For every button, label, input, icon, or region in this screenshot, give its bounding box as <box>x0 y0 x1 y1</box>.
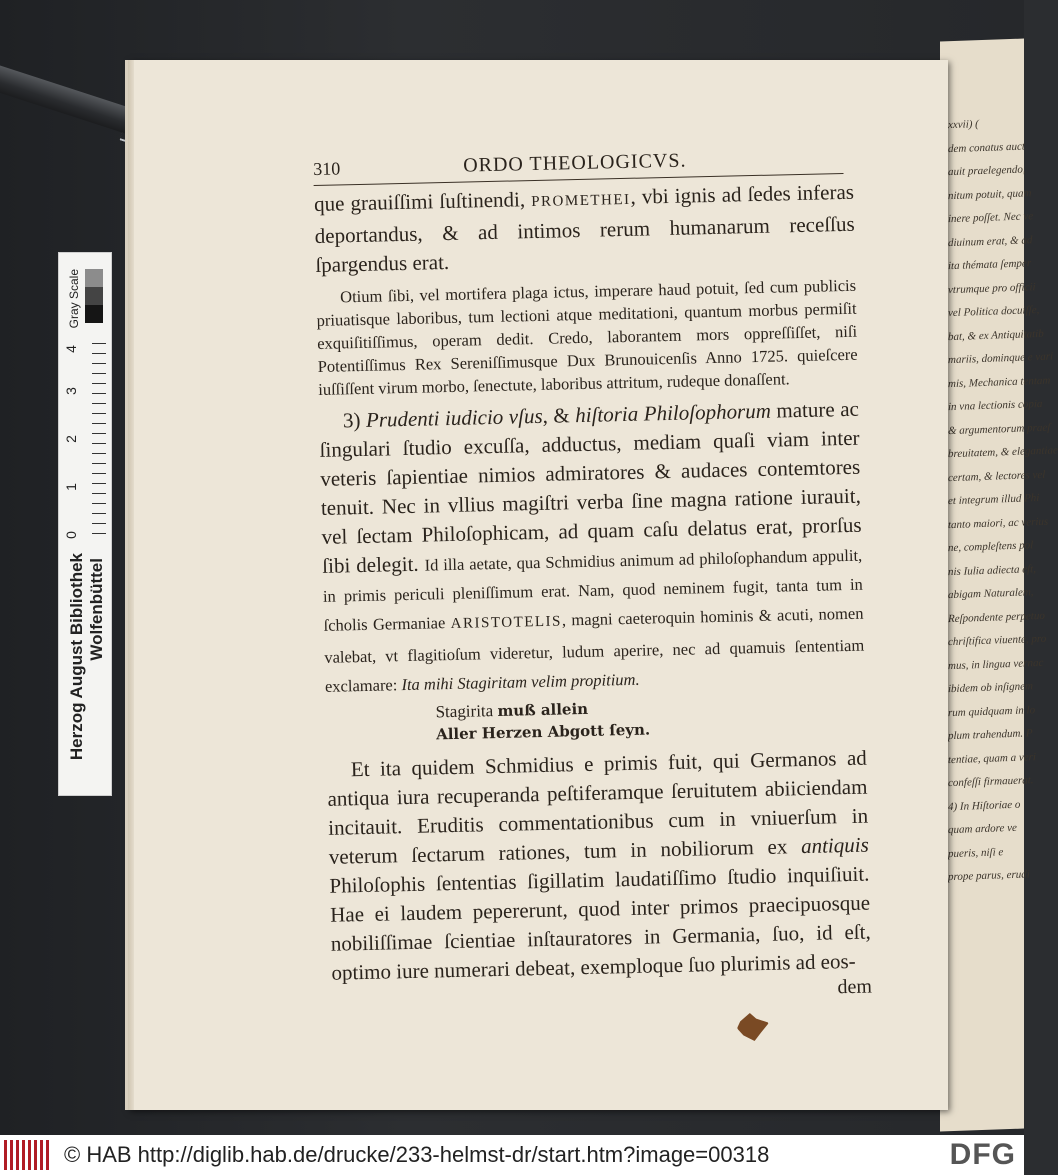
next-page-line: vel Politica docuiſſe, <box>948 303 1040 320</box>
fraktur-run: muß allein <box>497 699 589 720</box>
catchword: dem <box>837 975 873 999</box>
ruler-number: 4 <box>62 345 79 353</box>
paragraph-schmidius <box>327 744 872 988</box>
next-page-edge <box>940 39 1058 1132</box>
next-page-line: ne, compleſtens pol <box>948 539 1034 555</box>
next-page-line: 4) In Hiſtoriae o <box>948 798 1021 813</box>
text-run: 3) <box>342 407 367 433</box>
hab-logo-icon <box>4 1140 50 1170</box>
next-page-line: nitum potuit, quam <box>948 186 1032 202</box>
italic-run: antiquis <box>800 832 869 859</box>
next-page-line: confeſſi firmauerat. <box>948 774 1034 790</box>
next-page-line: xxvii) ( <box>948 118 979 132</box>
text-run-small: Id illa aetate, qua Schmidius animum ad philoſophandum appulit, in primis periculi pleniſſimum erat. Nam, quod neminem fugit, tanta tum in ſcholis Germaniae <box>322 545 864 635</box>
next-page-line: mus, in lingua vernac <box>948 656 1044 672</box>
next-page-line: pueris, niſi e <box>948 845 1004 860</box>
next-page-line: diuinum erat, & ad <box>948 233 1033 249</box>
text-run: que grauiſſimi ſuſtinendi, <box>313 187 532 216</box>
page-text <box>313 146 872 1011</box>
next-page-line: auit praelegendo, <box>948 163 1026 179</box>
german-verse <box>325 692 866 748</box>
paragraph-section-3 <box>319 395 866 700</box>
page-number: 310 <box>313 158 341 179</box>
next-page-line: vtrumque pro officii <box>948 280 1036 296</box>
next-page-line: inere poſſet. Nec ve <box>948 210 1034 226</box>
ruler-ticks <box>92 343 106 543</box>
paragraph-otium: Otium ſibi, vel mortifera plaga ictus, imperare haud potuit, ſed cum publicis priuatisque laboribus, tum lectioni atque meditationi, quantum morbus permiſit exquiſitiſſimus, operam dedit. Credo, laborantem mors oppreſſiſſet, niſi Potentiſſimus Rex Sereniſſimusque Dux Brunouicenſis Anno 1725. quieſcere iuſſiſſent virum morbo, ſenectute, laboribus attritum, rudeque donaſſent. <box>316 275 858 399</box>
next-page-line: ita thémata ſemper <box>948 257 1032 273</box>
gray-swatch-light <box>85 269 103 287</box>
gray-scale-ruler <box>58 252 112 796</box>
next-page-line: breuitatem, & elegantiae <box>948 444 1058 461</box>
italic-run: hiſtoria Philoſophorum <box>574 398 772 428</box>
library-name: Herzog August Bibliothek <box>67 553 86 761</box>
gray-swatch-mid <box>85 287 103 305</box>
footer-bar <box>0 1135 1024 1175</box>
italic-quote: Ita mihi Stagiritam velim propitium. <box>401 669 640 695</box>
running-head: ORDO THEOLOGICVS. <box>462 149 687 177</box>
next-page-line: plum trahendum. P <box>948 727 1033 743</box>
text-run: Et ita quidem Schmidius e primis fuit, qui Germanos ad antiqua iura recuperanda peſtiferamque ſeruitutem abiiciendam incitauit. Eruditis commentationibus cum in vniuerſum in veterum ſectarum rationes, tum in nobiliorum ex <box>327 745 869 869</box>
next-page-line: et integrum illud Phi <box>948 491 1040 508</box>
ruler-number: 0 <box>62 531 79 539</box>
next-page-line: tanto maiori, ac verius <box>948 515 1049 531</box>
paragraph-continuation <box>314 178 856 280</box>
next-page-line: certam, & lectores vel <box>948 468 1046 484</box>
next-page-line: dem conatus auct <box>948 139 1025 155</box>
next-page-line: ibidem ob inſignem <box>948 680 1033 696</box>
library-city: Wolfenbüttel <box>87 558 106 661</box>
text-run: Philoſophis ſententias ſigillatim laudatiſſimo ſtudio inquiſiuit. Hae ei laudem pepererunt, quod inter primos praecipuosque nobiliſſimae ſcientiae inſtauratores in Germania, ſuo, id eſt, optimo iure numerari debeat, exemploque ſuo plurimis ad eos- <box>329 861 871 985</box>
verse-line: Aller Herzen Abgott ſeyn. <box>435 720 651 744</box>
next-page-line: abigam Naturalem, <box>948 586 1034 602</box>
text-run: , vbi ignis ad ſedes inferas deportandus, & ad intimos rerum humanarum receſſus ſpargendus erat. <box>314 179 855 277</box>
next-page-line: & argumentorum praeſ <box>948 421 1051 437</box>
ruler-number: 2 <box>62 435 79 443</box>
italic-run: Prudenti iudicio vſus <box>365 403 543 432</box>
gray-swatch-dark <box>85 305 103 323</box>
next-page-line: chriſtifica viuente, pro <box>948 632 1047 649</box>
next-page-line: nis Iulia adiecta eſt, <box>948 562 1036 578</box>
text-run-small: , magni caeteroquin hominis & acuti, nomen valebat, vt flagitioſum videretur, ludum aperire, nec ad quamuis ſententiam exclamare: <box>324 603 865 696</box>
next-page-line: Reſpondente perpetuo <box>948 609 1045 625</box>
ruler-number: 3 <box>62 387 79 395</box>
next-page-line: quam ardore ve <box>948 821 1017 837</box>
text-run: mature ac ſingulari ſtudio excuſſa, adductus, mediam quaſi viam inter veteris ſapientiae nimios admiratores & audaces contemtores tenuit. Nec in vllius magiſtri verba ſine magna ratione iurauit, vel ſectam Philoſophicam, ad quam caſu delatus erat, prorſus ſibi delegit. <box>319 396 862 578</box>
next-page-line: mariis, dominque e vari <box>948 350 1054 367</box>
next-page-line: in vna lectionis copia <box>948 397 1043 414</box>
text-run: Stagirita <box>435 700 498 722</box>
next-page-line: prope parus, erudi <box>948 868 1030 884</box>
source-credit: © HAB http://diglib.hab.de/drucke/233-helmst-dr/start.htm?image=00318 <box>64 1142 770 1167</box>
next-page-line: mis, Mechanica tentam <box>948 374 1051 390</box>
gray-scale-label: Gray Scale <box>67 269 81 329</box>
name-smallcaps: PROMETHEI <box>531 191 631 211</box>
next-page-line: bat, & ex Antiquitatib <box>948 327 1044 343</box>
text-run: , & <box>542 403 576 428</box>
next-page-line: tentiae, quam a veri <box>948 750 1036 766</box>
next-page-line: rum quidquam in lo <box>948 703 1036 719</box>
ruler-number: 1 <box>62 483 79 491</box>
name-smallcaps: ARISTOTELIS <box>450 613 563 632</box>
page-gutter <box>128 60 134 1110</box>
dfg-logo: DFG <box>949 1138 1016 1171</box>
